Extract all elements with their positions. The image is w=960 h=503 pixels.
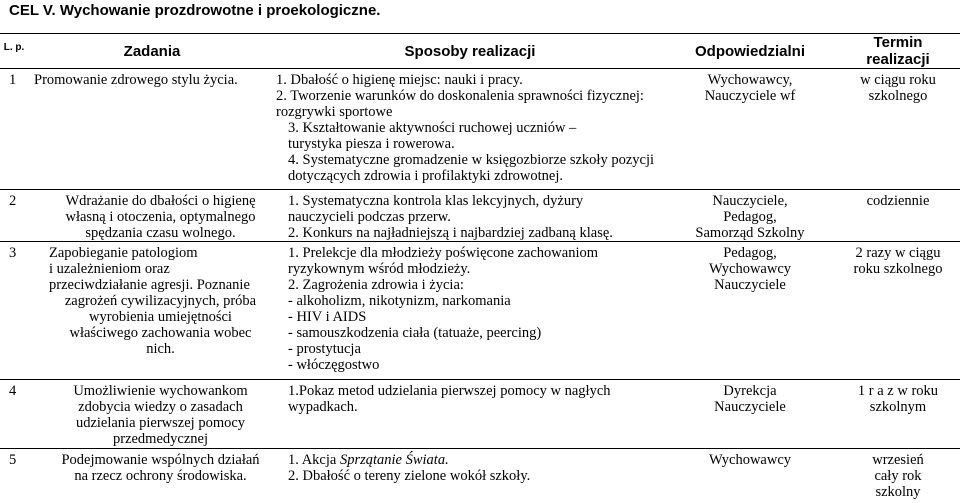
header-termin-line2: realizacji [866,51,930,68]
plan-table [0,33,960,503]
termin-line: cały rok [874,468,922,484]
row-lp: 5 [9,452,17,468]
row-zadanie [28,380,276,448]
sposoby-line: turystyka piesza i rowerowa. [288,136,455,152]
sposoby-line: 1. Systematyczna kontrola klas lekcyjnych, dyżury [288,193,584,209]
row-sposoby [276,449,664,503]
zadanie-line: przeciwdziałanie agresji. Poznanie [49,277,250,293]
zadanie-line: przedmedycznej [112,431,208,447]
zadanie-line: własną i otoczenia, optymalnego [65,209,256,225]
sposoby-line: 1.Pokaz metod udzielania pierwszej pomocy w nagłych [288,383,611,399]
odpowiedzialni-line: Dyrekcja [723,383,777,399]
zadanie-line: Promowanie zdrowego stylu życia. [34,72,238,88]
row-termin [836,449,960,503]
termin-line: w ciągu roku [860,72,936,88]
sposoby-line: ryzykownym wśród młodzieży. [288,261,471,277]
zadanie-line: wyrobienia umiejętności [89,309,232,325]
table-row [0,190,960,242]
header-zadania: Zadania [123,42,181,60]
odpowiedzialni-line: Wychowawcy [708,261,792,277]
zadanie-line: Podejmowanie wspólnych działań [61,452,260,468]
sposoby-line: 1. Prelekcje dla młodzieży poświęcone zachowaniom [288,245,599,261]
header-termin [836,34,960,68]
termin-line: 2 razy w ciągu [855,245,941,261]
odpowiedzialni-line: Nauczyciele wf [704,88,796,104]
table-row [0,242,960,380]
odpowiedzialni-line: Samorząd Szkolny [695,225,805,241]
sposoby-italic: Sprzątanie Świata. [339,452,449,468]
zadanie-line: Zapobieganie patologiom [49,245,198,261]
row-termin [836,190,960,241]
sposoby-line: rozgrywki sportowe [276,104,393,120]
row-termin [836,380,960,448]
row-termin [836,69,960,189]
zadanie-line: i uzależnieniom oraz [49,261,170,277]
row-sposoby [276,380,664,448]
sposoby-line: - włóczęgostwo [288,357,380,373]
sposoby-line: 1. Dbałość o higienę miejsc: nauki i pracy. [276,72,523,88]
odpowiedzialni-line: Wychowawcy [708,452,792,468]
zadanie-line: nich. [146,341,175,357]
table-row [0,69,960,190]
termin-line: wrzesień [872,452,924,468]
row-zadanie [28,69,276,189]
row-lp: 2 [9,193,17,209]
zadanie-line: spędzania czasu wolnego. [85,225,236,241]
header-lp: L. p. [3,42,25,53]
sposoby-line: - HIV i AIDS [288,309,367,325]
table-header [0,33,960,69]
sposoby-line: wypadkach. [288,399,358,415]
row-zadanie [28,449,276,503]
sposoby-line: - alkoholizm, nikotynizm, narkomania [288,293,511,309]
header-odpowiedzialni: Odpowiedzialni [694,42,805,60]
header-termin-line1: Termin [873,34,923,51]
row-lp: 1 [9,72,17,88]
row-sposoby [276,69,664,189]
row-zadanie [28,242,276,379]
odpowiedzialni-line: Pedagog, [723,245,777,261]
sposoby-line: 2. Konkurs na najładniejszą i najbardziej zadbaną klasę. [288,225,613,241]
zadanie-line: zdobycia wiedzy o zasadach [78,399,243,415]
table-row [0,380,960,449]
sposoby-line: 2. Zagrożenia zdrowia i życia: [288,277,464,293]
zadanie-line: Umożliwienie wychowankom [73,383,248,399]
sposoby-prefix: 1. Akcja [288,452,340,468]
sposoby-line: 2. Tworzenie warunków do doskonalenia sprawności fizycznej: [276,88,644,104]
zadanie-line: udzielania pierwszej pomocy [75,415,246,431]
row-lp: 4 [9,383,17,399]
row-odpowiedzialni [664,190,836,241]
row-termin [836,242,960,379]
zadanie-line: właściwego zachowania wobec [69,325,252,341]
termin-line: 1 r a z w roku [857,383,939,399]
row-lp: 3 [9,245,17,261]
odpowiedzialni-line: Nauczyciele, [712,193,788,209]
zadanie-line: zagrożeń cywilizacyjnych, próba [64,293,257,309]
sposoby-line: 2. Dbałość o tereny zielone wokół szkoły. [288,468,531,484]
zadanie-line: Wdrażanie do dbałości o higienę [65,193,256,209]
odpowiedzialni-line: Nauczyciele [714,399,786,415]
row-zadanie [28,190,276,241]
sposoby-line [288,452,662,468]
row-odpowiedzialni [664,69,836,189]
page-title: CEL V. Wychowanie prozdrowotne i proekologiczne. [9,2,381,19]
sposoby-line: 3. Kształtowanie aktywności ruchowej uczniów – [288,120,577,136]
termin-line: szkolny [875,484,921,500]
odpowiedzialni-line: Nauczyciele [714,277,786,293]
row-odpowiedzialni [664,242,836,379]
zadanie-line: na rzecz ochrony środowiska. [74,468,247,484]
row-sposoby [276,190,664,241]
row-odpowiedzialni [664,380,836,448]
sposoby-line: - prostytucja [288,341,361,357]
row-sposoby [276,242,664,379]
table-row [0,449,960,503]
sposoby-line: - samouszkodzenia ciała (tatuaże, peercing) [288,325,542,341]
termin-line: roku szkolnego [853,261,943,277]
header-sposoby: Sposoby realizacji [404,42,536,60]
sposoby-line: dotyczących zdrowia i profilaktyki zdrowotnej. [288,168,563,184]
sposoby-line: 4. Systematyczne gromadzenie w księgozbiorze szkoły pozycji [288,152,655,168]
odpowiedzialni-line: Wychowawcy, [707,72,793,88]
termin-line: szkolnym [869,399,927,415]
termin-line: codziennie [866,193,930,209]
sposoby-line: nauczycieli podczas przerw. [288,209,451,225]
row-odpowiedzialni [664,449,836,503]
odpowiedzialni-line: Pedagog, [723,209,777,225]
termin-line: szkolnego [868,88,928,104]
